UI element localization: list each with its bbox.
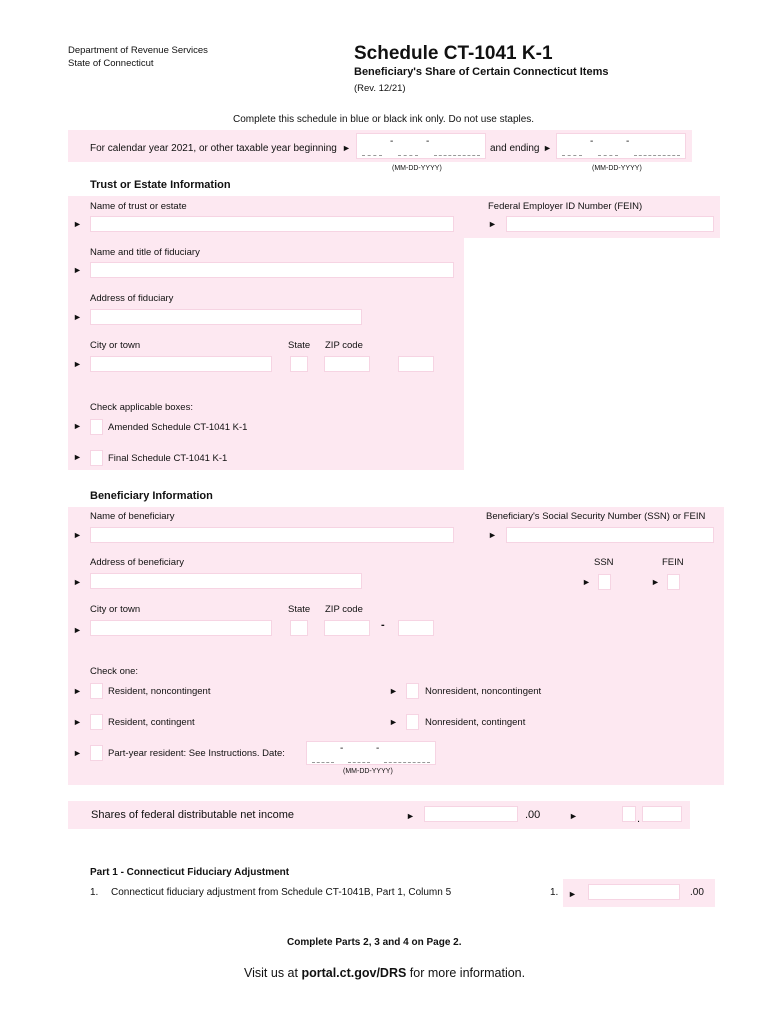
part1-line-ref: 1.: [550, 887, 559, 898]
fein-type-checkbox[interactable]: [667, 574, 680, 590]
date-separator: -: [426, 136, 430, 147]
amended-checkbox[interactable]: [90, 419, 103, 435]
fiduciary-zip-input[interactable]: [324, 356, 370, 372]
nonresident-noncontingent-label: Nonresident, noncontingent: [425, 686, 542, 697]
resident-contingent-checkbox[interactable]: [90, 714, 103, 730]
ssn-type-checkbox[interactable]: [598, 574, 611, 590]
arrow-icon: ►: [73, 530, 82, 540]
shares-label: Shares of federal distributable net income: [91, 809, 295, 821]
fiduciary-zip-label: ZIP code: [325, 340, 363, 351]
final-label: Final Schedule CT-1041 K-1: [108, 453, 228, 464]
fiduciary-city-label: City or town: [90, 340, 141, 351]
form-subtitle: Beneficiary's Share of Certain Connecticut Items: [354, 66, 609, 78]
arrow-icon: ►: [389, 717, 398, 727]
fiduciary-label: Name and title of fiduciary: [90, 247, 200, 258]
trust-name-label: Name of trust or estate: [90, 201, 187, 212]
resident-contingent-label: Resident, contingent: [108, 717, 195, 728]
part-year-label: Part-year resident: See Instructions. Date:: [108, 748, 285, 759]
arrow-icon: ►: [543, 143, 552, 153]
calendar-year-label: For calendar year 2021, or other taxable year beginning: [90, 143, 337, 154]
ending-label: and ending: [490, 143, 540, 154]
beneficiary-zip-input[interactable]: [324, 620, 370, 636]
part1-amount-input[interactable]: [588, 884, 680, 900]
end-yyyy-line: [634, 155, 680, 156]
arrow-icon: ►: [568, 889, 577, 899]
end-dd-line: [598, 155, 618, 156]
shares-decimal-dot: .: [637, 813, 641, 825]
fiduciary-zip4-input[interactable]: [398, 356, 434, 372]
fiduciary-city-input[interactable]: [90, 356, 272, 372]
shares-amount-input[interactable]: [424, 806, 518, 822]
beneficiary-ssn-label: Beneficiary's Social Security Number (SSN) or FEIN: [486, 511, 706, 522]
arrow-icon: ►: [73, 312, 82, 322]
date-separator: -: [340, 743, 344, 754]
part-year-checkbox[interactable]: [90, 745, 103, 761]
check-applicable-label: Check applicable boxes:: [90, 402, 193, 413]
nonresident-contingent-checkbox[interactable]: [406, 714, 419, 730]
part-year-date-format: (MM-DD-YYYY): [343, 768, 393, 775]
part-year-dd-line: [348, 762, 370, 763]
fein-input[interactable]: [506, 216, 714, 232]
begin-dd-line: [398, 155, 418, 156]
ssn-type-label: SSN: [594, 557, 614, 568]
beneficiary-name-label: Name of beneficiary: [90, 511, 175, 522]
arrow-icon: ►: [73, 452, 82, 462]
fiduciary-state-input[interactable]: [290, 356, 308, 372]
beneficiary-heading: Beneficiary Information: [90, 490, 213, 502]
date-separator: -: [626, 136, 630, 147]
trust-name-input[interactable]: [90, 216, 454, 232]
portal-link[interactable]: portal.ct.gov/DRS: [301, 966, 407, 980]
arrow-icon: ►: [73, 421, 82, 431]
fein-type-label: FEIN: [662, 557, 684, 568]
date-separator: -: [376, 743, 380, 754]
part1-cents: .00: [690, 887, 704, 898]
ink-instruction: Complete this schedule in blue or black ink only. Do not use staples.: [233, 114, 535, 125]
arrow-icon: ►: [73, 686, 82, 696]
arrow-icon: ►: [488, 219, 497, 229]
resident-noncontingent-checkbox[interactable]: [90, 683, 103, 699]
visit-note: [244, 966, 525, 980]
arrow-icon: ►: [342, 143, 351, 153]
final-checkbox[interactable]: [90, 450, 103, 466]
begin-mm-line: [362, 155, 382, 156]
beneficiary-name-input[interactable]: [90, 527, 454, 543]
beneficiary-state-input[interactable]: [290, 620, 308, 636]
shares-percent-decimal-input[interactable]: [642, 806, 682, 822]
nonresident-contingent-label: Nonresident, contingent: [425, 717, 526, 728]
dept-name: Department of Revenue Services: [68, 45, 208, 56]
beneficiary-address-input[interactable]: [90, 573, 362, 589]
shares-cents: .00: [525, 809, 541, 821]
zip-separator: -: [381, 619, 385, 631]
fiduciary-address-input[interactable]: [90, 309, 362, 325]
part1-line-number: 1.: [90, 887, 99, 898]
beneficiary-city-input[interactable]: [90, 620, 272, 636]
arrow-icon: ►: [582, 577, 591, 587]
revision: (Rev. 12/21): [354, 83, 406, 94]
resident-noncontingent-label: Resident, noncontingent: [108, 686, 211, 697]
arrow-icon: ►: [389, 686, 398, 696]
fiduciary-state-label: State: [288, 340, 311, 351]
check-one-label: Check one:: [90, 666, 139, 677]
part-year-yyyy-line: [384, 762, 430, 763]
form-title: Schedule CT-1041 K-1: [354, 43, 553, 64]
beneficiary-zip4-input[interactable]: [398, 620, 434, 636]
amended-label: Amended Schedule CT-1041 K-1: [108, 422, 248, 433]
date-separator: -: [590, 136, 594, 147]
visit-suffix: for more information.: [406, 966, 526, 980]
beneficiary-zip-label: ZIP code: [325, 604, 363, 615]
arrow-icon: ►: [488, 530, 497, 540]
part-year-mm-line: [312, 762, 334, 763]
arrow-icon: ►: [73, 577, 82, 587]
fiduciary-address-label: Address of fiduciary: [90, 293, 174, 304]
arrow-icon: ►: [73, 625, 82, 635]
end-mm-line: [562, 155, 582, 156]
arrow-icon: ►: [73, 265, 82, 275]
visit-prefix: Visit us at: [244, 966, 302, 980]
begin-date-format: (MM-DD-YYYY): [392, 165, 442, 172]
begin-yyyy-line: [434, 155, 480, 156]
state-name: State of Connecticut: [68, 58, 154, 69]
complete-parts-note: Complete Parts 2, 3 and 4 on Page 2.: [287, 937, 462, 948]
fiduciary-input[interactable]: [90, 262, 454, 278]
end-date-format: (MM-DD-YYYY): [592, 165, 642, 172]
arrow-icon: ►: [73, 219, 82, 229]
arrow-icon: ►: [73, 748, 82, 758]
date-separator: -: [390, 136, 394, 147]
shares-percent-whole-input[interactable]: [622, 806, 636, 822]
trust-heading: Trust or Estate Information: [90, 179, 231, 191]
part1-heading: Part 1 - Connecticut Fiduciary Adjustment: [90, 867, 290, 878]
beneficiary-ssn-input[interactable]: [506, 527, 714, 543]
fein-label: Federal Employer ID Number (FEIN): [488, 201, 643, 212]
arrow-icon: ►: [569, 811, 578, 821]
nonresident-noncontingent-checkbox[interactable]: [406, 683, 419, 699]
beneficiary-city-label: City or town: [90, 604, 141, 615]
arrow-icon: ►: [73, 359, 82, 369]
arrow-icon: ►: [651, 577, 660, 587]
arrow-icon: ►: [406, 811, 415, 821]
beneficiary-address-label: Address of beneficiary: [90, 557, 184, 568]
part1-line-text: Connecticut fiduciary adjustment from Schedule CT-1041B, Part 1, Column 5: [111, 887, 452, 898]
beneficiary-state-label: State: [288, 604, 311, 615]
arrow-icon: ►: [73, 717, 82, 727]
